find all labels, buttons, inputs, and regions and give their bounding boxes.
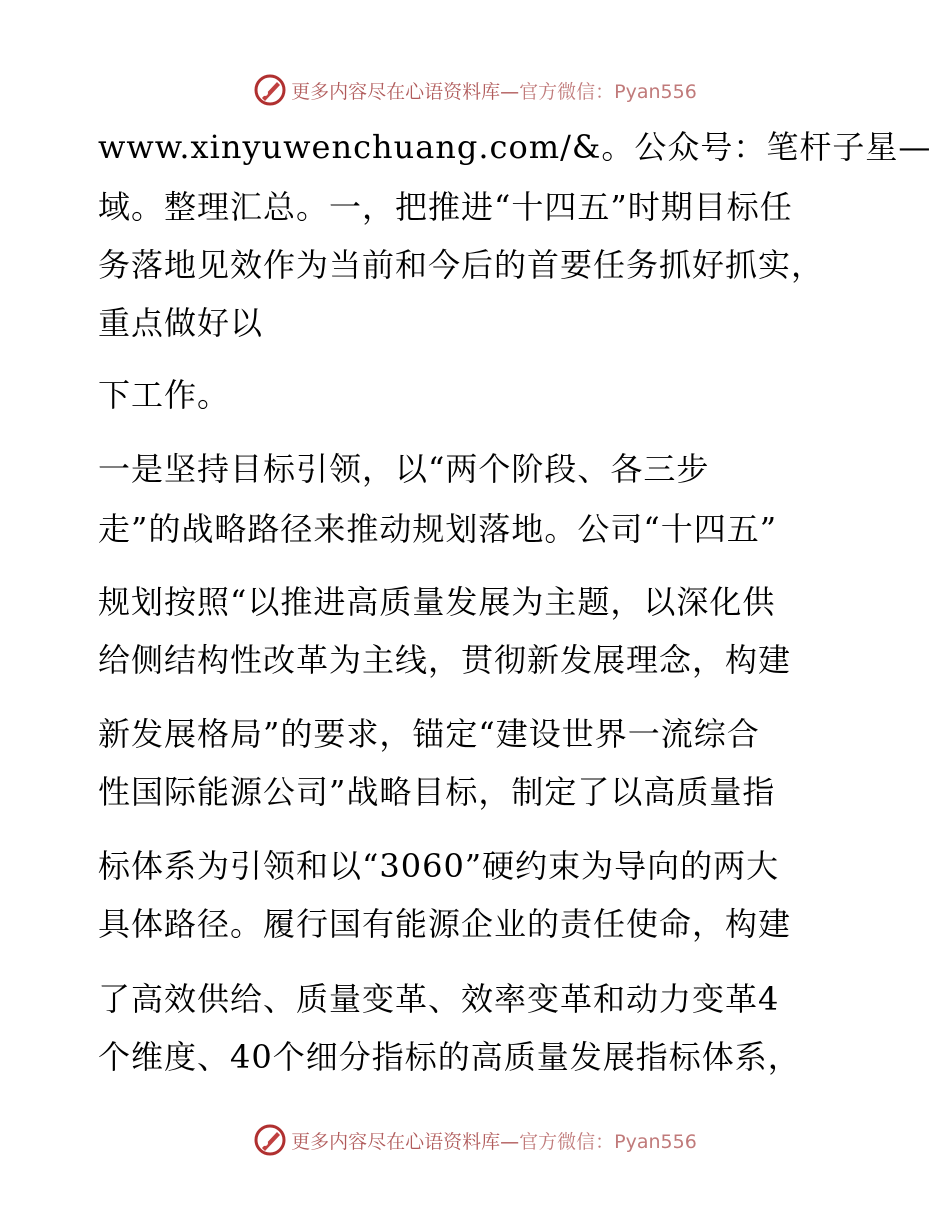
text-line: 一是坚持目标引领，以“两个阶段、各三步 bbox=[98, 450, 710, 488]
text-line: 具体路径。履行国有能源企业的责任使命，构建 bbox=[98, 905, 792, 943]
pen-logo-icon bbox=[253, 1123, 287, 1157]
banner-text: 更多内容尽在心语资料库—官方微信：Pyan556 bbox=[291, 1130, 697, 1153]
text-line: 重点做好以 bbox=[98, 304, 264, 342]
banner-text: 更多内容尽在心语资料库—官方微信：Pyan556 bbox=[291, 80, 697, 103]
text-line: 性国际能源公司”战略目标，制定了以高质量指 bbox=[98, 773, 776, 811]
text-line: 了高效供给、质量变革、效率变革和动力变革4 bbox=[98, 980, 780, 1018]
text-line: 域。整理汇总。一，把推进“十四五”时期目标任 bbox=[98, 188, 793, 226]
text-line: 新发展格局”的要求，锚定“建设世界一流综合 bbox=[98, 715, 760, 753]
text-line: www.xinyuwenchuang.com/&。公众号：笔杆子星— bbox=[98, 128, 932, 166]
text-line: 给侧结构性改革为主线，贯彻新发展理念，构建 bbox=[98, 641, 792, 679]
wechat-id: 官方微信：Pyan556 bbox=[519, 80, 697, 103]
text-line: 务落地见效作为当前和今后的首要任务抓好抓实， bbox=[98, 246, 825, 284]
header-banner bbox=[0, 70, 950, 110]
text-line: 标体系为引领和以“3060”硬约束为导向的两大 bbox=[98, 847, 780, 885]
text-line: 下工作。 bbox=[98, 376, 231, 414]
pen-logo-icon bbox=[253, 73, 287, 107]
text-line: 走”的战略路径来推动规划落地。公司“十四五” bbox=[98, 510, 778, 548]
text-line: 个维度、40个细分指标的高质量发展指标体系， bbox=[98, 1038, 801, 1076]
wechat-id: 官方微信：Pyan556 bbox=[519, 1130, 697, 1153]
text-line: 规划按照“以推进高质量发展为主题，以深化供 bbox=[98, 583, 776, 621]
footer-banner bbox=[0, 1120, 950, 1160]
